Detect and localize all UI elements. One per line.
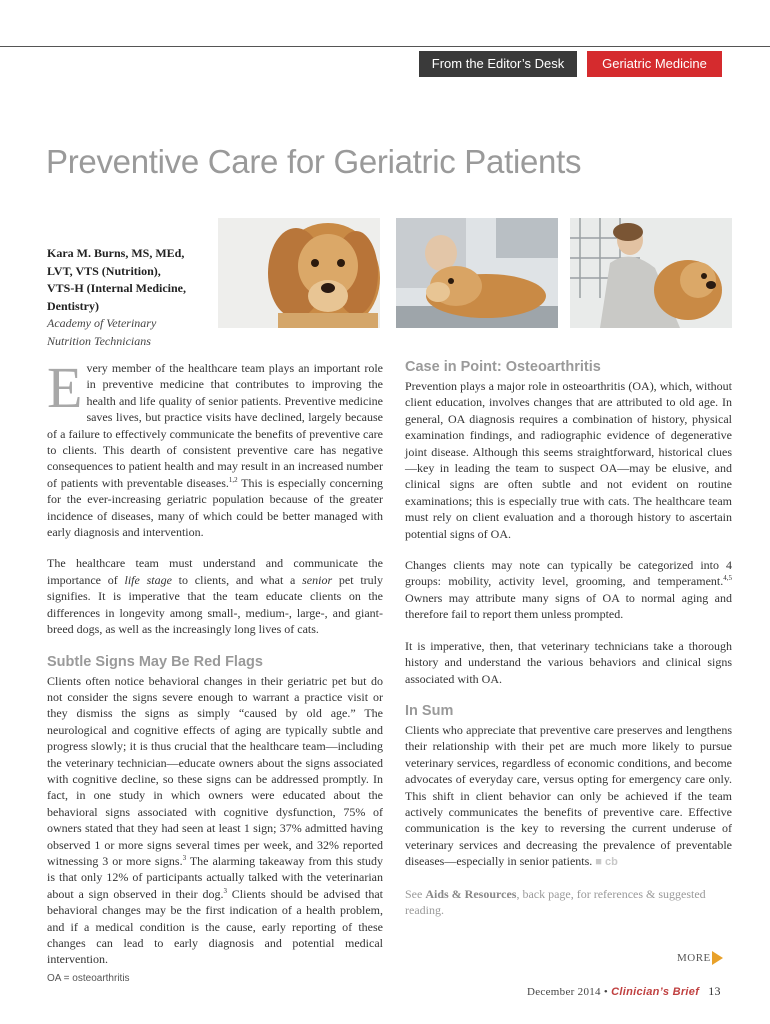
author-name-line: VTS-H (Internal Medicine, [47,281,186,295]
emphasis: life stage [124,572,172,587]
bullet-separator: • [603,986,609,998]
text-run: , back page, for references & suggested reading. [405,886,706,917]
editors-desk-tab[interactable]: From the Editor’s Desk [419,51,577,77]
text-run: See [405,886,426,901]
header-rule [0,46,770,47]
citation: 3 [223,886,227,895]
changes-paragraph [405,557,732,623]
text-run: to clients, and what a [171,572,303,587]
intro-text-end: This is especially concerning for the ever-increasing geriatric population because of the greater incidence of diseases, many of which could be better managed with early diagnosis and intervention. [47,475,383,540]
subhead-in-sum: In Sum [405,702,454,719]
author-affiliation: Academy of Veterinary [47,316,157,330]
aids-resources-link[interactable]: Aids & Resources [425,886,517,901]
intro-paragraph [47,355,383,540]
text-run: Clients who appreciate that preventive care preserves and lengthens their relationship with their pet are much more likely to pursue veterinary services, regardless of economic conditions, and become advocates of everyday care, versus opting for emergency care only. This shift in client behavior can only be achieved if the team actively communicates the benefits of preventive care. Effective communication is the key to reversing the current underuse of veterinary services and decreasing the prevalence of preventable diseases—especially in senior patients. [405,722,732,869]
citation: 4,5 [723,574,732,583]
end-mark: ■ cb [595,856,618,869]
magazine-name: Clinician’s Brief [611,986,700,998]
life-stage-paragraph [47,555,383,637]
more-link[interactable]: MORE [677,952,711,964]
text-run: Clients often notice behavioral changes in their geriatric pet but do not consider the signs severe enough to warrant a practice visit or they dismiss the signs as simply “caused by old age.” The neurological and cognitive effects of aging are typically subtle and progress slowly; it is thus crucial that the healthcare team—including the veterinary technician—educate owners about the signs associated with cognitive decline, so these signs can be addressed promptly. In fact, in one study in which owners were educated about the behavioral signs associated with cognitive dysfunction, 75% of owners stated that they had seen at least 1 sign; 37% admitted having observed 1 or more signs several times per week, and 32% reported witnessing 3 or more signs. [47,673,383,868]
text-run: Clients should be advised that behavioral changes may be the first indication of a health problem, and if a medical condition is the cause, early reporting of these changes can lead to early diagnosis and potential medical intervention. [47,886,384,967]
oa-paragraph: Prevention plays a major role in osteoarthritis (OA), which, without client education, involves changes that are attributed to old age. In general, OA diagnosis requires a combination of history, physical examination findings, and radiographic evidence of degenerative joint disease. Although this seems straightforward, historical clues—key in leading the team to suspect OA—may be elusive, and clinical signs are often subtle and not evident on routine examinations; this is especially true with cats. The healthcare team must rely on client evaluation and a thorough history to ascertain potential signs of OA. [405,379,732,541]
page-number: 13 [708,984,721,998]
issue-date: December 2014 [527,986,601,998]
references-note [405,886,732,919]
article-column-right [405,358,732,918]
subhead-case-in-point: Case in Point: Osteoarthritis [405,359,601,375]
citation: 1,2 [228,475,238,484]
citation: 3 [182,853,187,862]
author-name-line: Dentistry) [47,298,99,313]
page-title: Preventive Care for Geriatric Patients [46,143,582,180]
author-name-line: LVT, VTS (Nutrition), [47,263,161,278]
section-tab-geriatric[interactable]: Geriatric Medicine [587,51,722,77]
page-footer [527,984,721,999]
subtle-signs-paragraph [47,673,383,968]
golden-retriever-on-exam-table-icon [396,218,558,328]
abbreviation-footnote: OA = osteoarthritis [47,973,130,984]
author-name-line: Kara M. Burns, MS, MEd, [47,246,185,260]
text-run: The healthcare team must understand and communicate the importance of [47,556,383,587]
photo-dog-portrait [218,218,380,328]
intro-text: very member of the healthcare team plays an important role in preventive medicine that contributes to improving the health and life quality of senior patients. Preventive medicine saves lives, but practice visits have declined, largely because of a failure to effectively communicate the benefits of preventive care to clients. This dearth of consistent preventive care has negative consequences to patient health and may result in an increased number of patients with preventable diseases. [47,361,383,490]
text-run: Owners may attribute many signs of OA to normal aging and therefore fail to report them unless prompted. [405,590,732,622]
text-run: The alarming takeaway from this study is that only 12% of participants actually talked with the veterinarian about a sign observed in their dog. [47,853,383,901]
photo-dog-exam-table [396,218,558,328]
technician-holding-dog-icon [570,218,732,328]
summary-paragraph [405,722,732,871]
text-run: Changes clients may note can typically be categorized into 4 groups: mobility, activity level, grooming, and temperament. [405,558,732,589]
author-block [47,245,217,350]
article-column-left [47,355,384,968]
text-run: pet truly signifies. It is imperative that the team educate clients on the differences in longevity among small-, medium-, large-, and giant-breed dogs, as well as the increasingly long lives of cats. [47,572,383,637]
subhead-subtle-signs: Subtle Signs May Be Red Flags [47,653,263,670]
author-affiliation: Nutrition Technicians [47,333,151,348]
photo-technician-dog [570,218,732,328]
golden-retriever-portrait-icon [218,218,380,328]
dropcap: E [47,355,83,420]
arrow-right-icon[interactable] [712,951,723,965]
emphasis: senior [302,572,333,587]
imperative-paragraph: It is imperative, then, that veterinary technicians take a thorough history and understand the various behaviors and clinical signs associated with OA. [405,638,732,686]
